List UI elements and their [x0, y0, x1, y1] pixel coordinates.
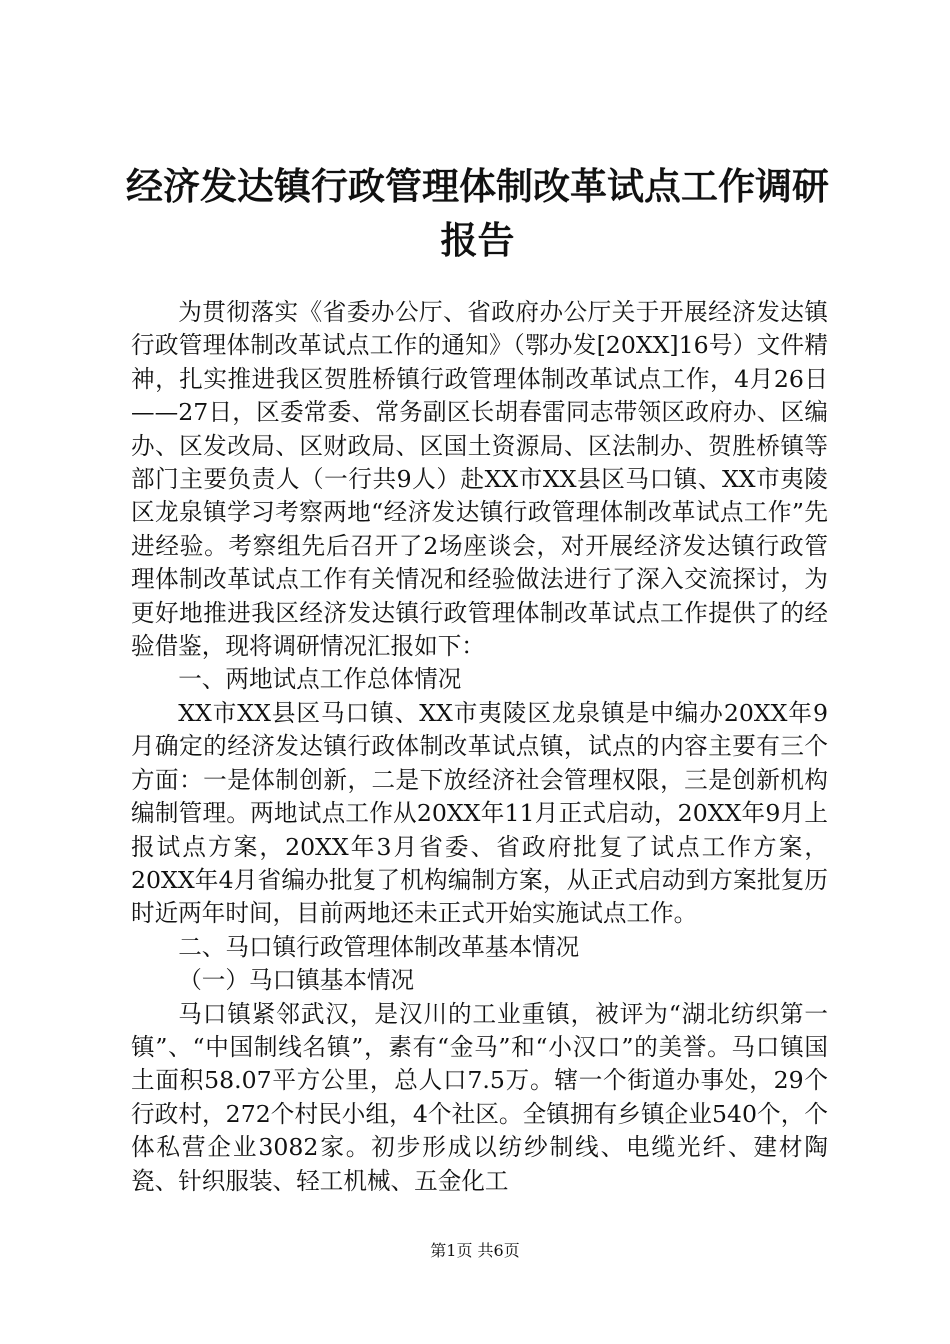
- section-heading-1: 一、两地试点工作总体情况: [178, 665, 462, 694]
- document-body: [131, 296, 828, 1198]
- paragraph-makou: 马口镇紧邻武汉，是汉川的工业重镇，被评为“湖北纺织第一镇”、“中国制线名镇”，素有“金马”和“小汉口”的美誉。马口镇国土面积58.07平方公里，总人口7.5万。辖一个街道办事处，29个行政村，272个村民小组，4个社区。全镇拥有乡镇企业540个，个体私营企业3082家。初步形成以纺纱制线、电缆光纤、建材陶瓷、针织服装、轻工机械、五金化工: [131, 999, 828, 1195]
- document-title: 经济发达镇行政管理体制改革试点工作调研报告: [126, 165, 829, 262]
- paragraph-intro: 为贯彻落实《省委办公厅、省政府办公厅关于开展经济发达镇行政管理体制改革试点工作的通知》（鄂办发[20XX]16号）文件精神，扎实推进我区贺胜桥镇行政管理体制改革试点工作，4月26日——27日，区委常委、常务副区长胡春雷同志带领区政府办、区编办、区发改局、区财政局、区国土资源局、区法制办、贺胜桥镇等部门主要负责人（一行共9人）赴XX市XX县区马口镇、XX市夷陵区龙泉镇学习考察两地“经济发达镇行政管理体制改革试点工作”先进经验。考察组先后召开了2场座谈会，对开展经济发达镇行政管理体制改革试点工作有关情况和经验做法进行了深入交流探讨，为更好地推进我区经济发达镇行政管理体制改革试点工作提供了的经验借鉴，现将调研情况汇报如下：: [131, 298, 828, 661]
- section-heading-2: 二、马口镇行政管理体制改革基本情况: [178, 932, 580, 961]
- subsection-heading-1: （一）马口镇基本情况: [178, 966, 415, 995]
- page-footer: 第1页 共6页: [430, 1241, 520, 1260]
- paragraph-overview: XX市XX县区马口镇、XX市夷陵区龙泉镇是中编办20XX年9月确定的经济发达镇行政体制改革试点镇，试点的内容主要有三个方面：一是体制创新，二是下放经济社会管理权限，三是创新机构编制管理。两地试点工作从20XX年11月正式启动，20XX年9月上报试点方案，20XX年3月省委、省政府批复了试点工作方案，20XX年4月省编办批复了机构编制方案，从正式启动到方案批复历时近两年时间，目前两地还未正式开始实施试点工作。: [131, 698, 828, 928]
